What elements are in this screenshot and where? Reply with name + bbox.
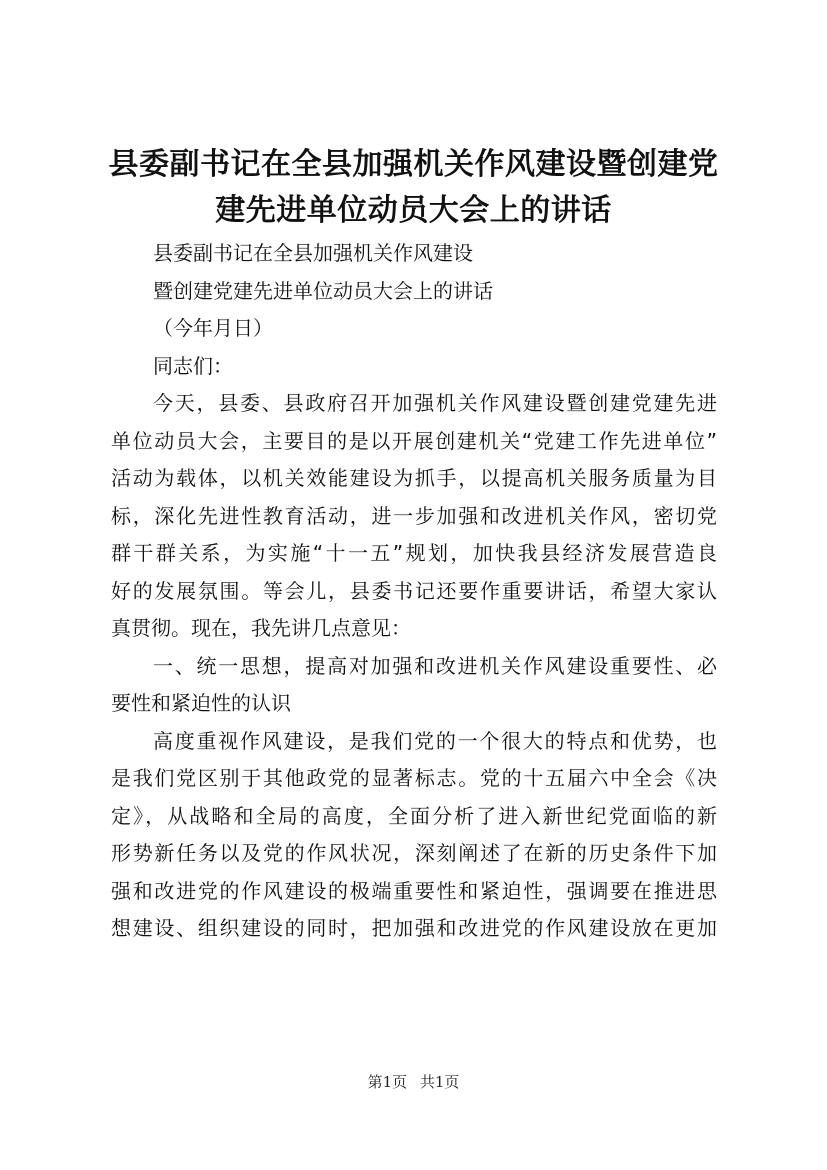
page-footer — [0, 1072, 827, 1092]
body-line: 想建设、组织建设的同时，把加强和改进党的作风建设放在更加 — [111, 916, 717, 940]
body-line: 一、统一思想，提高对加强和改进机关作风建设重要性、必 — [153, 653, 717, 678]
body-line: 高度重视作风建设，是我们党的一个很大的特点和优势，也 — [153, 728, 717, 753]
body-line: 是我们党区别于其他政党的显著标志。党的十五届六中全会《决 — [111, 766, 717, 790]
document-body — [111, 235, 717, 948]
body-line: 县委副书记在全县加强机关作风建设 — [153, 241, 473, 265]
body-line: 单位动员大会，主要目的是以开展创建机关“党建工作先进单位” — [111, 428, 717, 453]
body-line: （今年月日） — [153, 316, 273, 340]
body-line: 暨创建党建先进单位动员大会上的讲话 — [153, 278, 493, 303]
body-line: 好的发展氛围。等会儿，县委书记还要作重要讲话，希望大家认 — [111, 578, 717, 603]
body-line: 形势新任务以及党的作风状况，深刻阐述了在新的历史条件下加 — [111, 841, 717, 865]
title-line-1: 县委副书记在全县加强机关作风建设暨创建党 — [108, 147, 719, 182]
body-line: 标，深化先进性教育活动，进一步加强和改进机关作风，密切党 — [111, 503, 717, 528]
body-line: 要性和紧迫性的认识 — [111, 691, 291, 715]
title-line-2: 建先进单位动员大会上的讲话 — [215, 193, 612, 228]
body-line: 群干群关系，为实施“十一五”规划，加快我县经济发展营造良 — [111, 541, 717, 565]
body-line: 今天，县委、县政府召开加强机关作风建设暨创建党建先进 — [153, 391, 717, 415]
document-title — [80, 142, 747, 234]
body-line: 定》，从战略和全局的高度，全面分析了进入新世纪党面临的新 — [111, 803, 717, 828]
page-total: 共1页 — [419, 1073, 460, 1091]
page-number: 第1页 — [367, 1073, 408, 1091]
body-line: 活动为载体，以机关效能建设为抓手，以提高机关服务质量为目 — [111, 466, 717, 490]
body-line: 强和改进党的作风建设的极端重要性和紧迫性，强调要在推进思 — [111, 878, 717, 903]
body-line: 同志们： — [153, 353, 233, 378]
body-line: 真贯彻。现在，我先讲几点意见： — [111, 616, 411, 640]
